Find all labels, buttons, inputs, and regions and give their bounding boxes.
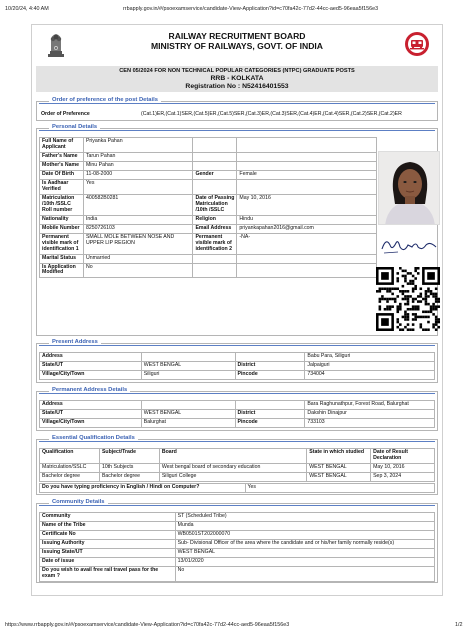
personal-row (40, 233, 377, 254)
address-value (141, 353, 235, 362)
personal-row (40, 138, 377, 153)
personal-row (40, 215, 377, 224)
personal-value (237, 152, 377, 161)
community-title: Community Details (49, 499, 108, 505)
address-label: Pincode (235, 418, 305, 427)
personal-title: Personal Details (49, 124, 100, 130)
address-label: Pincode (235, 370, 305, 379)
address-value: 734004 (305, 370, 435, 379)
personal-label: Email Address (193, 224, 237, 233)
community-value: 13/01/2020 (175, 557, 434, 566)
personal-value: Yes (83, 179, 193, 194)
personal-label: Mother's Name (40, 161, 84, 170)
personal-row (40, 263, 377, 278)
personal-value: May 10, 2016 (237, 194, 377, 215)
address-value: WEST BENGAL (141, 361, 235, 370)
address-row (40, 353, 435, 362)
application-qr-code (376, 267, 440, 331)
personal-row (40, 170, 377, 179)
exam-band (36, 66, 438, 92)
personal-label: Nationality (40, 215, 84, 224)
address-label: District (235, 361, 305, 370)
community-value: No (175, 566, 434, 581)
community-label: Issuing Authority (40, 539, 176, 548)
address-label: Village/City/Town (40, 418, 142, 427)
community-row (40, 521, 435, 530)
address-label: Village/City/Town (40, 370, 142, 379)
typing-table (39, 483, 435, 493)
preference-label: Order of Preference (41, 111, 90, 117)
personal-label: Permanent visible mark of identification 2 (193, 233, 237, 254)
community-label: Issuing State/UT (40, 548, 176, 557)
qualification-table (39, 448, 435, 482)
present-address-section (36, 339, 438, 383)
qualification-cell: WEST BENGAL (307, 472, 371, 481)
personal-row (40, 254, 377, 263)
print-url-bottom: https://www.rrbapply.gov.in/#/psoexamservice/candidate-View-Application?id=c70fa42c-77d2-44cc-aed5-96eaa5f156e3 (5, 622, 290, 628)
community-row (40, 530, 435, 539)
personal-value (237, 179, 377, 194)
personal-label (193, 179, 237, 194)
personal-table (39, 137, 377, 278)
column-header: State in which studied (307, 449, 371, 464)
personal-label (193, 152, 237, 161)
address-value: Siliguri (141, 370, 235, 379)
registration-number: Registration No : N52416401553 (185, 83, 289, 90)
personal-label: Father's Name (40, 152, 84, 161)
rrb-name: RRB - KOLKATA (210, 75, 264, 82)
qualification-cell: Bachelor degree (40, 472, 100, 481)
preference-title: Order of preference of the post Details (49, 97, 161, 103)
address-value (141, 401, 235, 410)
address-label: Address (40, 401, 142, 410)
cen-title: CEN 05/2024 FOR NON TECHNICAL POPULAR CATEGORIES (NTPC) GRADUATE POSTS (119, 68, 355, 74)
permanent-address-title: Permanent Address Details (49, 387, 130, 393)
personal-value (237, 263, 377, 278)
section-rule (39, 441, 435, 442)
community-value: Sub- Divisional Officer of the area where the candidate and or his/her family normally reside(s) (175, 539, 434, 548)
address-value: Bara Raghunathpur, Forest Road, Balurghat (305, 401, 435, 410)
qualification-cell: WEST BENGAL (307, 463, 371, 472)
address-row (40, 370, 435, 379)
personal-label (193, 138, 237, 153)
community-table (39, 512, 435, 582)
candidate-signature (378, 231, 440, 259)
permanent-address-section (36, 387, 438, 431)
personal-value: Priyanka Pahan (83, 138, 193, 153)
address-label: State/UT (40, 361, 142, 370)
address-row (40, 401, 435, 410)
community-label: Date of issue (40, 557, 176, 566)
personal-row (40, 224, 377, 233)
community-label: Community (40, 513, 176, 522)
personal-row (40, 161, 377, 170)
section-rule (39, 505, 435, 506)
community-value: WEST BENGAL (175, 548, 434, 557)
personal-value (237, 138, 377, 153)
typing-row (40, 484, 435, 493)
address-row (40, 361, 435, 370)
column-header: Subject/Trade (99, 449, 159, 464)
org-name: RAILWAY RECRUITMENT BOARD (168, 31, 306, 41)
personal-row (40, 152, 377, 161)
personal-value: 400582B0281 (83, 194, 193, 215)
community-row (40, 548, 435, 557)
address-label (235, 353, 305, 362)
column-header: Date of Result Declaration (371, 449, 435, 464)
column-header: Board (159, 449, 306, 464)
present-address-table (39, 352, 435, 380)
preference-section (36, 97, 438, 121)
personal-label: Religion (193, 215, 237, 224)
community-value: Munda (175, 521, 434, 530)
address-value: Balurghat (141, 418, 235, 427)
personal-value: Hindu (237, 215, 377, 224)
address-row (40, 418, 435, 427)
print-url-top: rrbapply.gov.in/#/psoexamservice/candidate-View-Application?id=c70fa42c-77d2-44cc-aed5-96eaa5f156e3 (123, 6, 379, 12)
qualification-row (40, 472, 435, 481)
address-label: State/UT (40, 409, 142, 418)
address-label: District (235, 409, 305, 418)
personal-row (40, 194, 377, 215)
personal-value (237, 254, 377, 263)
preference-value: (Cat.1)ER,(Cat.1)SER,(Cat.5)ER,(Cat.5)SER,(Cat.3)ER,(Cat.3)SER,(Cat.4)ER,(Cat.4)SER,(Cat.2)SER,(Cat.2)ER (141, 111, 402, 117)
personal-value: Unmarried (83, 254, 193, 263)
section-rule (39, 393, 435, 394)
personal-label: Matriculation /10th /SSLC Roll number (40, 194, 84, 215)
section-rule (39, 103, 435, 104)
header-banner (32, 25, 442, 65)
qualification-cell: May 10, 2016 (371, 463, 435, 472)
personal-label (193, 254, 237, 263)
personal-label: Gender (193, 170, 237, 179)
section-rule (39, 345, 435, 346)
qualification-cell: Siliguri College (159, 472, 306, 481)
qualification-cell: West bengal board of secondary education (159, 463, 306, 472)
qualification-cell: Bachelor degree (99, 472, 159, 481)
address-value: Jalpaiguri (305, 361, 435, 370)
application-document (31, 24, 443, 596)
personal-label: Marital Status (40, 254, 84, 263)
personal-label: Mobile Number (40, 224, 84, 233)
personal-row (40, 179, 377, 194)
qualification-header-row (40, 449, 435, 464)
community-label: Name of the Tribe (40, 521, 176, 530)
address-label (235, 401, 305, 410)
personal-label: Permanent visible mark of identification 1 (40, 233, 84, 254)
indian-railways-logo-icon (404, 31, 430, 57)
community-row (40, 539, 435, 548)
print-page-number: 1/2 (455, 622, 463, 628)
personal-label (193, 263, 237, 278)
community-row (40, 566, 435, 581)
print-datetime: 10/20/24, 4:40 AM (5, 6, 49, 12)
personal-value: 11-08-2000 (83, 170, 193, 179)
personal-value: SMALL MOLE BETWEEN NOSE AND UPPER LIP REGION (83, 233, 193, 254)
personal-value: Tarun Pahan (83, 152, 193, 161)
personal-label: Is Application Modified (40, 263, 84, 278)
qualification-cell: Sep 3, 2024 (371, 472, 435, 481)
community-row (40, 557, 435, 566)
address-label: Address (40, 353, 142, 362)
personal-value: Female (237, 170, 377, 179)
community-value: WB0501ST202000070 (175, 530, 434, 539)
personal-value: -NA- (237, 233, 377, 254)
ministry-name: MINISTRY OF RAILWAYS, GOVT. OF INDIA (150, 41, 324, 51)
personal-value (237, 161, 377, 170)
permanent-address-table (39, 400, 435, 428)
personal-label: Date of Passing Matriculation /10th /SSLC (193, 194, 237, 215)
community-section (36, 499, 438, 583)
address-value: 733103 (305, 418, 435, 427)
typing-value: Yes (245, 484, 435, 493)
community-label: Certificate No (40, 530, 176, 539)
column-header: Qualification (40, 449, 100, 464)
typing-label: Do you have typing proficiency in English / Hindi on Computer? (40, 484, 246, 493)
personal-label: Is Aadhaar Verified (40, 179, 84, 194)
address-row (40, 409, 435, 418)
personal-value: India (83, 215, 193, 224)
candidate-photo (378, 151, 440, 225)
qualification-cell: Matriculation/SSLC (40, 463, 100, 472)
personal-value: 8250726103 (83, 224, 193, 233)
qualification-section (36, 435, 438, 495)
community-row (40, 513, 435, 522)
address-value: Dakshin Dinajpur (305, 409, 435, 418)
community-label: Do you wish to avail free rail travel pass for the exam ? (40, 566, 176, 581)
section-rule (39, 130, 435, 131)
personal-label (193, 161, 237, 170)
qualification-row (40, 463, 435, 472)
address-value: WEST BENGAL (141, 409, 235, 418)
qualification-title: Essential Qualification Details (49, 435, 138, 441)
address-value: Babu Para, Siliguri (305, 353, 435, 362)
personal-value: No (83, 263, 193, 278)
present-address-title: Present Address (49, 339, 101, 345)
personal-label: Date Of Birth (40, 170, 84, 179)
qualification-cell: 10th Subjects (99, 463, 159, 472)
personal-value: priyankapahan2016@gmail.com (237, 224, 377, 233)
community-value: ST (Scheduled Tribe) (175, 513, 434, 522)
personal-label: Full Name of Applicant (40, 138, 84, 153)
personal-value: Minu Pahan (83, 161, 193, 170)
